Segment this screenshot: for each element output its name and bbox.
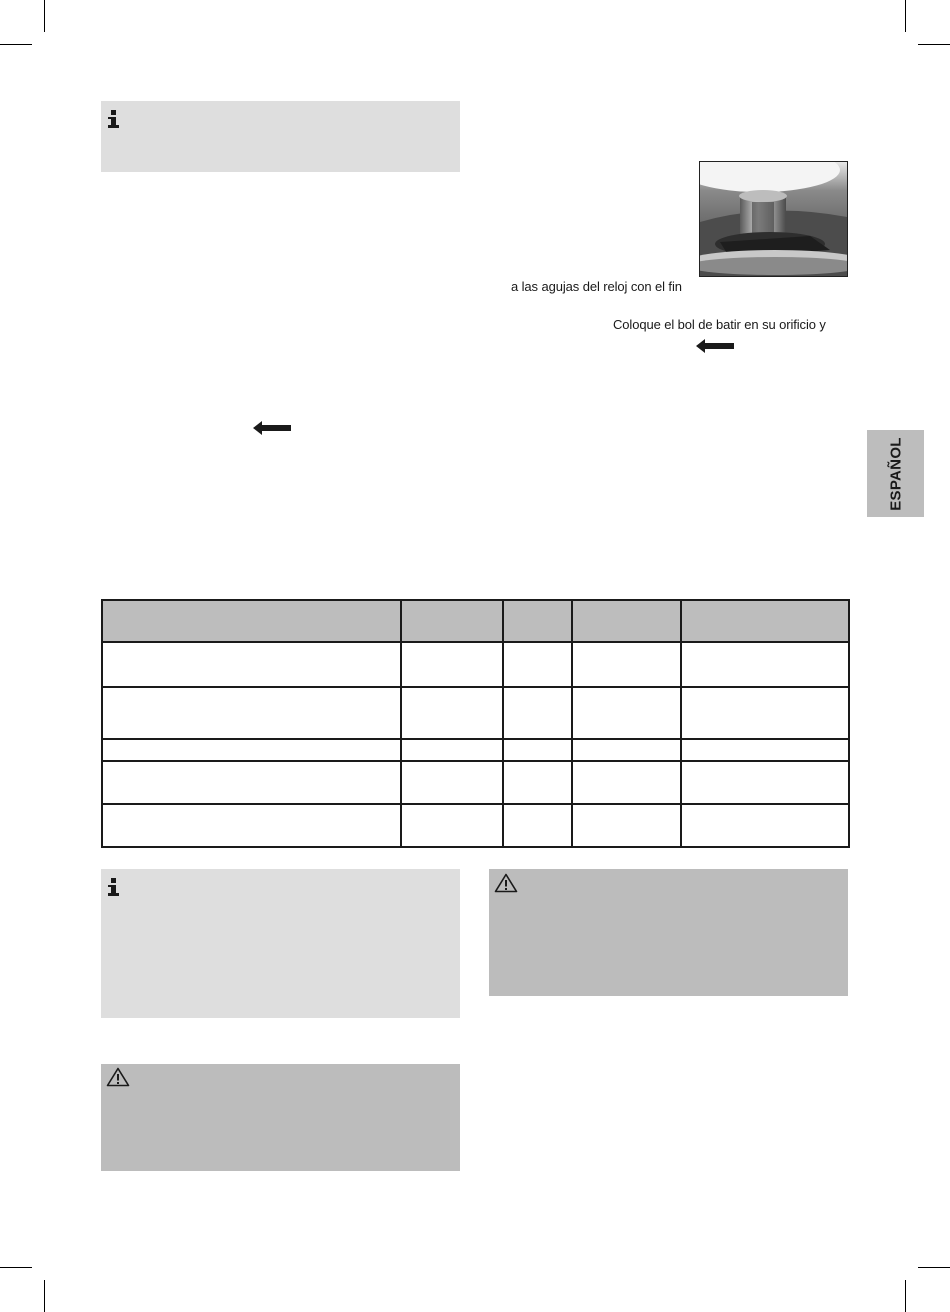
table-header-cell (681, 600, 849, 642)
left-arrow-icon (253, 421, 293, 435)
crop-mark (44, 1280, 45, 1312)
instruction-text: Coloque el bol de batir en su orificio y (613, 317, 826, 332)
crop-mark (918, 1267, 950, 1268)
table-cell (681, 761, 849, 804)
table-cell (102, 687, 401, 739)
table-cell (572, 761, 681, 804)
warning-triangle-icon (494, 873, 518, 893)
table-cell (503, 739, 572, 761)
table-cell (572, 687, 681, 739)
table-cell (572, 739, 681, 761)
table-row (102, 739, 849, 761)
table-cell (102, 804, 401, 847)
specification-table (101, 599, 850, 848)
table-cell (102, 642, 401, 687)
table-cell (401, 739, 503, 761)
info-box-top (101, 101, 460, 172)
warning-triangle-icon (106, 1067, 130, 1087)
photo-caption-text: a las agujas del reloj con el fin (511, 279, 682, 294)
table-cell (503, 804, 572, 847)
table-row (102, 687, 849, 739)
table-cell (102, 761, 401, 804)
table-cell (503, 687, 572, 739)
table-cell (681, 642, 849, 687)
crop-mark (918, 44, 950, 45)
table-cell (401, 642, 503, 687)
mixer-detail-photo (699, 161, 848, 277)
crop-mark (0, 44, 32, 45)
table-cell (572, 804, 681, 847)
table-header-cell (102, 600, 401, 642)
table-cell (681, 804, 849, 847)
info-icon (108, 110, 120, 130)
table-cell (503, 761, 572, 804)
table-cell (681, 739, 849, 761)
table-row (102, 804, 849, 847)
crop-mark (0, 1267, 32, 1268)
info-icon (108, 878, 120, 898)
language-tab-label: ESPAÑOL (887, 436, 904, 511)
left-arrow-icon (696, 339, 736, 353)
table-cell (102, 739, 401, 761)
warning-box-right (489, 869, 848, 996)
table-cell (503, 642, 572, 687)
table-cell (681, 687, 849, 739)
table-cell (572, 642, 681, 687)
table-header-cell (503, 600, 572, 642)
table-cell (401, 687, 503, 739)
crop-mark (905, 1280, 906, 1312)
table-cell (401, 761, 503, 804)
crop-mark (44, 0, 45, 32)
table-header-cell (572, 600, 681, 642)
table-header-cell (401, 600, 503, 642)
table-row (102, 761, 849, 804)
table-row (102, 642, 849, 687)
table-cell (401, 804, 503, 847)
language-tab (867, 430, 924, 517)
table-header-row (102, 600, 849, 642)
warning-box-left (101, 1064, 460, 1171)
info-box-bottom (101, 869, 460, 1018)
crop-mark (905, 0, 906, 32)
